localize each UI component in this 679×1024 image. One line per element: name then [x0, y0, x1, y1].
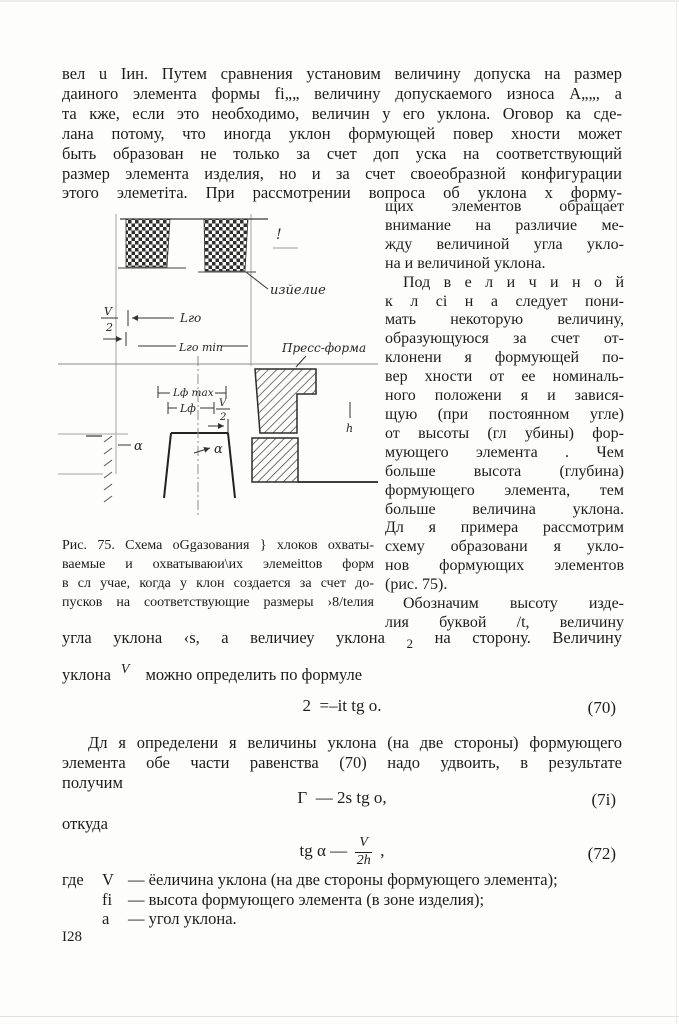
text-line: та кже, если это необходимо, величин у его уклона. Оговор ка сде-: [62, 103, 622, 123]
text-line: даиного элемента формы fi„„ величину допускаемого износа А„„, а: [62, 83, 622, 103]
right-column: [385, 198, 624, 633]
fraction: [355, 836, 372, 868]
dim-label-h: h: [346, 422, 354, 435]
text-line: лана потому, что иногда уклон формующей повер хности может: [62, 123, 622, 143]
text-line: щую (при постоянном угле): [385, 405, 624, 423]
caption-line: ваемые и охватываюи\их элемеіttов форм: [62, 557, 374, 572]
subscript-mark: 2: [406, 636, 414, 651]
text-line: быть образован не только за счет доп уска на соответствующий: [62, 143, 622, 163]
caption-line: пусков на соответствующие размеры ›8/teлия: [62, 595, 374, 610]
angle-label-left: α: [134, 439, 143, 454]
fraction-numerator: V: [104, 305, 112, 318]
product-label: изйелие: [270, 283, 326, 298]
text-line: к л сi н а следует пони-: [385, 292, 624, 310]
product-section-right: [204, 219, 248, 271]
text-line: мующего элемента . Чем: [385, 443, 624, 461]
text-line: этого элеметіта. При рассмотрении вопроса об уклона х форму-: [62, 183, 622, 203]
text-line: клонени я формующей по-: [385, 349, 624, 367]
formula-body: 2 =–it tg o.: [302, 696, 382, 715]
text-line: образующуюся за счет от-: [385, 330, 624, 348]
text-line: больше величина уклона.: [385, 500, 624, 518]
text-line: схему образовани я укло-: [385, 538, 624, 556]
definition-text: — высота формующего элемента (в зоне изделия);: [128, 889, 485, 909]
formula-body: Г — 2s tg o,: [297, 788, 387, 807]
where-label: где: [62, 870, 84, 889]
definition-text: — угол уклона.: [128, 909, 237, 929]
scan-edge-bottom: [0, 1016, 679, 1017]
text-line: вер хности от ее номиналь-: [385, 368, 624, 386]
text-run: на сторону. Величину: [434, 628, 623, 647]
cavity-profile: [164, 433, 235, 498]
dim-label: Lф: [180, 402, 196, 415]
dim-label: Lго: [180, 311, 202, 325]
fraction-denominator: 2h: [356, 852, 371, 868]
text-line: формующего элемента, тем: [385, 481, 624, 499]
figure-caption: [62, 536, 374, 612]
angle-label-right: α: [214, 442, 223, 457]
mid-line-1: [62, 628, 622, 654]
formula-number: (72): [587, 844, 616, 863]
tick-mark: !: [276, 227, 282, 243]
mold-label: Пресс-форма: [282, 341, 367, 355]
text-line: на и величиной уклона.: [385, 254, 546, 272]
mold-section-upper: [255, 369, 316, 433]
leader-line: [246, 272, 268, 289]
scan-edge-right: [676, 0, 677, 1024]
text-run: угла уклона ‹s, а величиеу уклона: [62, 628, 385, 647]
figure-75-drawing: [58, 206, 380, 528]
fraction-denominator: 2: [220, 412, 227, 423]
text-line: Дл я примера рассмотрим: [385, 519, 624, 537]
fraction-numerator: V: [219, 398, 227, 409]
product-section-left: [126, 219, 170, 267]
text-line: ного положени я и завися-: [385, 387, 624, 405]
text-line: жду величиной угла укло-: [385, 235, 624, 253]
caption-line: Рис. 75. Схема оGgазования } хлоков охваты-: [62, 538, 374, 553]
term: V: [102, 870, 114, 889]
text-line: размер элемента изделия, но и за счет своеобразной конфигурации: [62, 163, 622, 183]
text-line: Обозначим высоту изде-: [403, 595, 624, 613]
formula-number: (7i): [591, 790, 616, 809]
where-label: [62, 909, 102, 929]
definition-row: [62, 909, 622, 929]
text-line: внимание на различие ме-: [385, 216, 624, 234]
caption-line: в сл учае, когда у клон создается за счет до-: [62, 576, 374, 591]
term: а: [102, 909, 110, 929]
text-line: больше высота (глубина): [385, 462, 624, 480]
formula-body: [62, 836, 622, 868]
definition-row: [62, 870, 622, 890]
paragraph-1: [62, 64, 622, 203]
fraction-denominator: 2: [106, 321, 113, 334]
definition-row: [62, 890, 622, 910]
formula-number: (70): [587, 698, 616, 717]
text-line: лия буквой /t, величину: [385, 613, 624, 631]
formula-71: [62, 788, 622, 808]
mid-line-2: [62, 660, 622, 685]
text-line: щих элементов обращает: [385, 198, 624, 215]
text-line: мать некоторую величину,: [385, 311, 624, 329]
term: fi: [102, 889, 113, 909]
text-line: Дл я определени я величины уклона (на две стороны) формующего: [88, 733, 622, 752]
where-label: [62, 890, 102, 910]
text-line: Под в е л и ч и н о й: [403, 273, 624, 291]
otkuda-line: откуда: [62, 814, 108, 833]
paragraph-2: [62, 733, 622, 793]
angle-leader: [194, 448, 210, 453]
text-line: от высоты (гл убины) фор-: [385, 424, 624, 442]
formula-70: [62, 696, 622, 716]
leader-line: [296, 356, 306, 367]
text-line: нов формующих элементов: [385, 557, 624, 575]
text-line: элемента обе части равенства (70) надо удвоить, в результате: [62, 752, 622, 772]
dim-label: Lф max: [173, 387, 214, 399]
figure-diagram: [58, 206, 380, 528]
definition-text: — ёеличина уклона (на две стороны формующего элемента);: [128, 870, 558, 889]
scan-edge-top: [0, 0, 679, 2]
fraction-numerator: V: [355, 836, 372, 853]
formula-lhs: tg α —: [299, 841, 352, 861]
formula-72: [62, 836, 622, 868]
page-number: I28: [62, 929, 82, 945]
mold-section-lower: [252, 438, 298, 482]
formula-tail: ,: [375, 841, 385, 861]
dim-label: Lго min: [179, 341, 224, 354]
edge-hatch-ticks: [104, 436, 112, 502]
definitions: [62, 870, 622, 929]
text-run: уклона: [62, 665, 111, 684]
text-line: вел u Iин. Путем сравнения установим величину допуска на размер: [62, 64, 622, 83]
text-line: получим: [62, 772, 123, 792]
text-run: можно определить по формуле: [145, 665, 363, 684]
text-line: (рис. 75).: [385, 576, 448, 594]
superscript-v: V: [120, 662, 130, 677]
